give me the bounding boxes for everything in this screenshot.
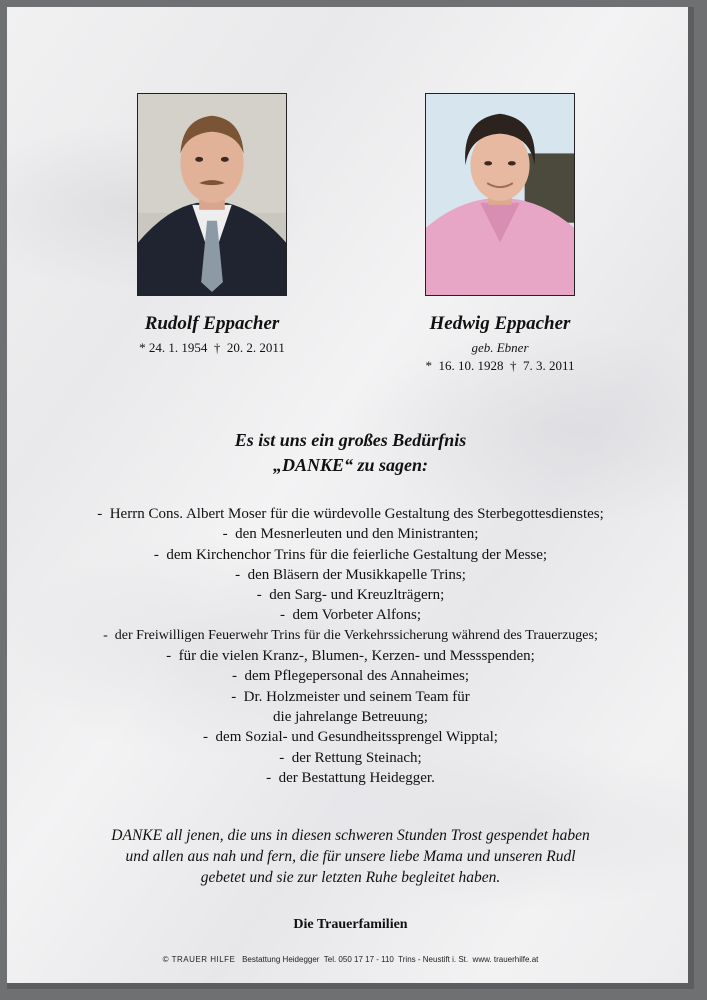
thanks-item: - den Mesnerleuten und den Ministranten; bbox=[222, 526, 479, 543]
thanks-item: - für die vielen Kranz-, Blumen-, Kerzen- und Messspenden; bbox=[166, 648, 535, 665]
closing-line-2: und allen aus nah und fern, die für unsere liebe Mama und unseren Rudl bbox=[125, 848, 576, 865]
thanks-item: - der Freiwilligen Feuerwehr Trins für die Verkehrssicherung während des Trauerzuges; bbox=[103, 627, 598, 643]
person-dates-rudolf: * 24. 1. 1954 † 20. 2. 2011 bbox=[139, 340, 285, 355]
thanks-item: - dem Vorbeter Alfons; bbox=[279, 607, 422, 624]
person-dates-hedwig: * 16. 10. 1928 † 7. 3. 2011 bbox=[425, 358, 575, 373]
person-name-hedwig: Hedwig Eppacher bbox=[429, 313, 571, 334]
portrait-rudolf bbox=[137, 93, 287, 296]
thanks-item: - der Bestattung Heidegger. bbox=[266, 769, 435, 786]
person-name-rudolf: Rudolf Eppacher bbox=[144, 313, 280, 334]
thanks-item: - dem Kirchenchor Trins für die feierliche Gestaltung der Messe; bbox=[153, 546, 548, 563]
thanks-item: - den Sarg- und Kreuzlträgern; bbox=[256, 587, 445, 604]
signature: Die Trauerfamilien bbox=[293, 917, 408, 932]
thanks-list bbox=[7, 504, 694, 788]
closing-line-3: gebetet und sie zur letzten Ruhe begleitet haben. bbox=[200, 869, 501, 886]
thanks-item: - den Bläsern der Musikkapelle Trins; bbox=[235, 566, 466, 583]
thanks-item: - Dr. Holzmeister und seinem Team für bbox=[231, 688, 470, 705]
obituary-card bbox=[7, 7, 694, 989]
person-maiden-name-hedwig: geb. Ebner bbox=[471, 340, 529, 355]
footer bbox=[7, 955, 694, 964]
trauerhilfe-logo: © TRAUER HILFE bbox=[162, 955, 236, 964]
heading-line-1: Es ist uns ein großes Bedürfnis bbox=[234, 430, 467, 450]
portrait-hedwig bbox=[425, 93, 575, 296]
thanks-item: - dem Sozial- und Gesundheitssprengel Wipptal; bbox=[203, 729, 498, 746]
thanks-item: - der Rettung Steinach; bbox=[279, 749, 422, 766]
thanks-item: - Herrn Cons. Albert Moser für die würdevolle Gestaltung des Sterbegottesdienstes; bbox=[97, 506, 604, 522]
thanks-item: - dem Pflegepersonal des Annaheimes; bbox=[231, 668, 470, 685]
heading-line-2: „DANKE“ zu sagen: bbox=[272, 455, 429, 475]
thanks-item: die jahrelange Betreuung; bbox=[273, 708, 428, 725]
closing-line-1: DANKE all jenen, die uns in diesen schweren Stunden Trost gespendet haben bbox=[111, 827, 590, 844]
footer-text: Bestattung Heidegger Tel. 050 17 17 - 110 Trins - Neustift i. St. www. trauerhilfe.at bbox=[242, 955, 539, 964]
